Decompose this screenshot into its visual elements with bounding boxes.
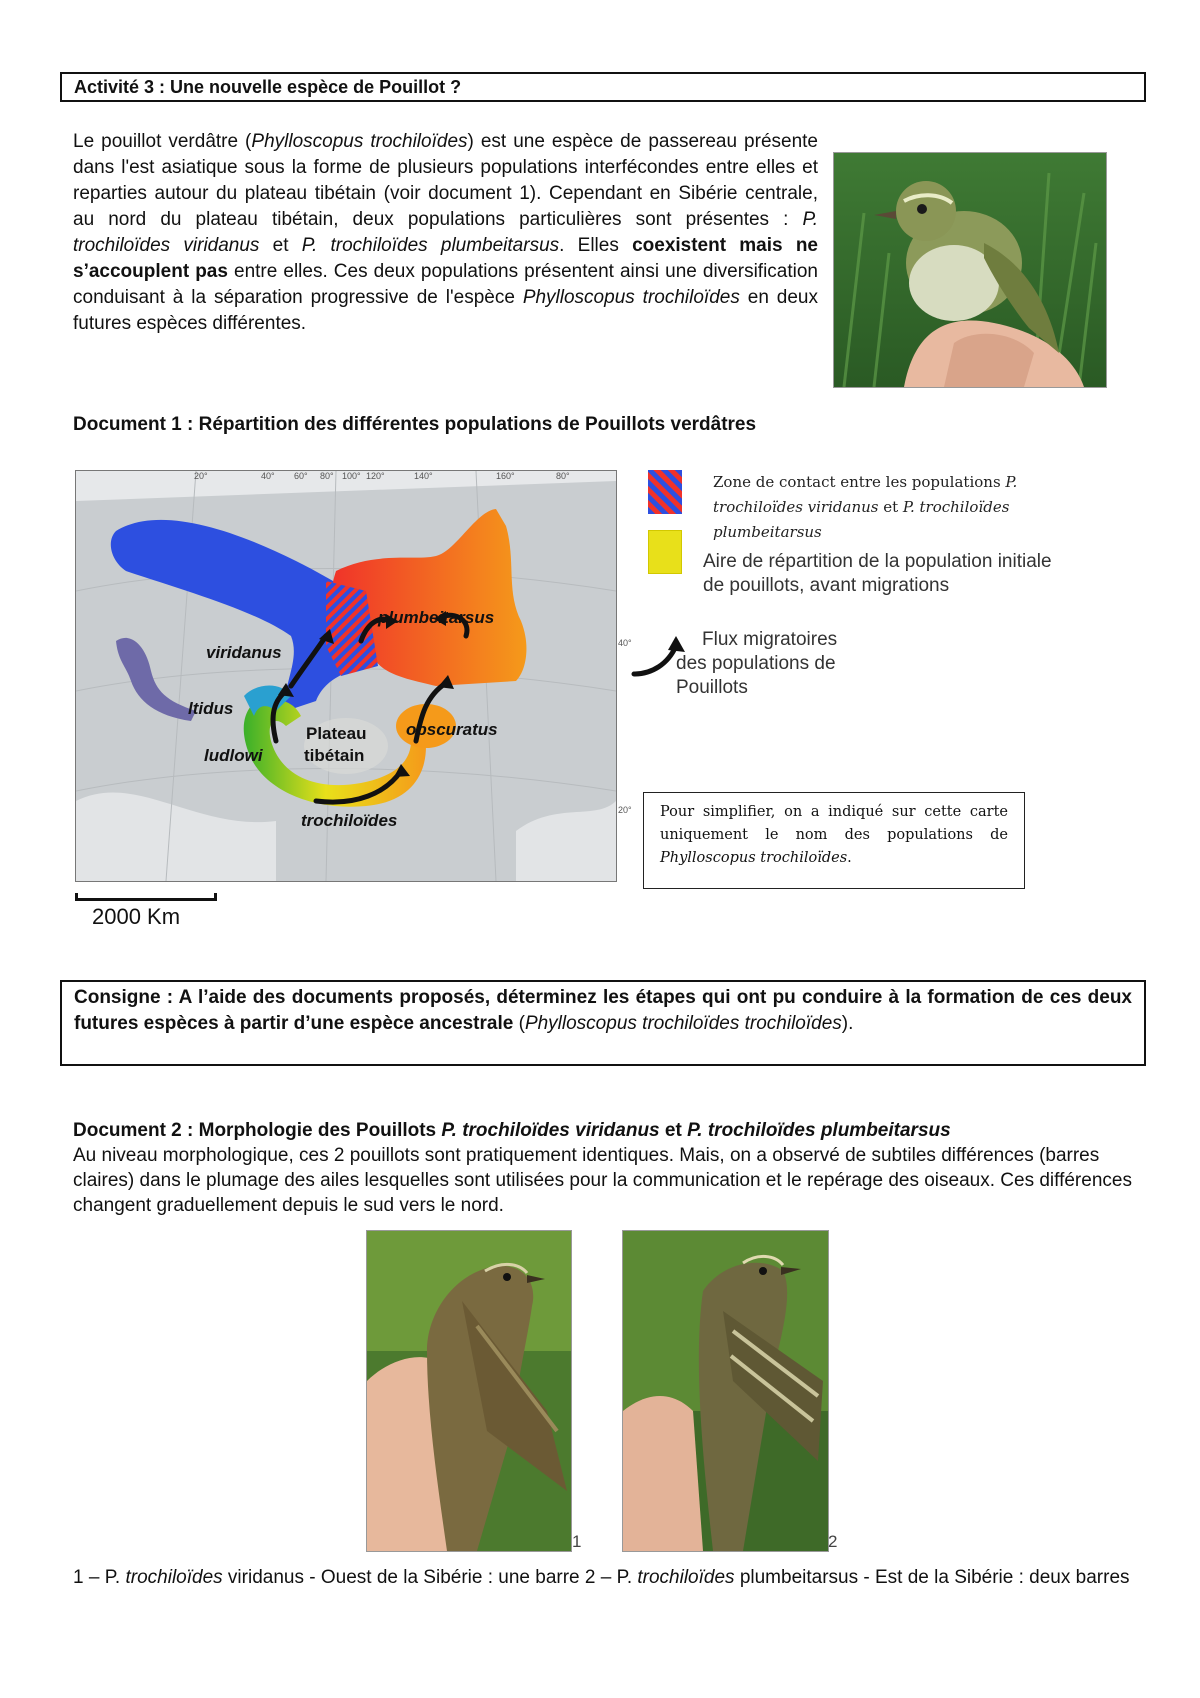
activity-title: Activité 3 : Une nouvelle espèce de Pouillot ? bbox=[60, 72, 1146, 102]
label-tibetain: tibétain bbox=[304, 746, 365, 765]
intro-text: . Elles bbox=[559, 235, 633, 256]
caption-text: 1 – P. bbox=[73, 1567, 126, 1588]
wing-photo-2 bbox=[622, 1230, 829, 1552]
label-trochiloides: trochiloïdes bbox=[301, 811, 398, 830]
legend-swatch-initial bbox=[648, 530, 682, 574]
caption-text: plumbeitarsus - Est de la Sibérie : deux barres bbox=[734, 1567, 1130, 1588]
doc2-section bbox=[73, 1118, 1133, 1218]
scale-bar bbox=[75, 893, 217, 901]
emphasis-text: coexistent mais ne s’accouplent pas bbox=[73, 235, 818, 282]
intro-text: en deux futures espèces différentes. bbox=[73, 287, 818, 334]
photo2-number: 2 bbox=[828, 1532, 838, 1551]
graticule-label: 100° bbox=[342, 471, 361, 481]
intro-text: entre elles. Ces deux populations présentent ainsi une diversification conduisant à la séparation progressive de l'espèce bbox=[73, 261, 818, 308]
wing-photo-1 bbox=[366, 1230, 572, 1552]
graticule-label: 80° bbox=[556, 471, 570, 481]
doc2-title-text: Document 2 : Morphologie des Pouillots bbox=[73, 1120, 442, 1141]
label-ltidus: ltidus bbox=[188, 699, 234, 718]
note-text: Pour simplifier, on a indiqué sur cette carte uniquement le nom des populations de bbox=[660, 804, 1008, 843]
caption-text: viridanus - Ouest de la Sibérie : une barre 2 – P. bbox=[222, 1567, 638, 1588]
graticule-label: 120° bbox=[366, 471, 385, 481]
note-text: . bbox=[847, 850, 852, 866]
species-name: trochiloïdes bbox=[637, 1567, 735, 1588]
label-plumbeitarsus: plumbeitarsus bbox=[378, 608, 495, 627]
wing-illustration-1 bbox=[367, 1231, 571, 1551]
graticule-label: 60° bbox=[294, 471, 308, 481]
label-plateau: Plateau bbox=[306, 724, 367, 743]
label-ludlowi: ludlowi bbox=[204, 746, 263, 765]
species-name: P. trochiloïdes plumbeitarsus bbox=[687, 1120, 951, 1141]
graticule-label: 160° bbox=[496, 471, 515, 481]
label-obscuratus: obscuratus bbox=[406, 720, 498, 739]
photos-caption bbox=[73, 1565, 1133, 1590]
species-name: Phylloscopus trochiloïdes trochiloïdes bbox=[524, 1013, 842, 1034]
doc1-title: Document 1 : Répartition des différentes populations de Pouillots verdâtres bbox=[73, 414, 757, 435]
intro-text: et bbox=[259, 235, 302, 256]
warbler-photo bbox=[833, 152, 1107, 388]
legend-initial-text: Aire de répartition de la population initiale de pouillots, avant migrations bbox=[703, 551, 1052, 596]
map-svg bbox=[76, 471, 616, 881]
legend-swatch-contact bbox=[648, 470, 682, 514]
species-name: P. trochiloïdes viridanus bbox=[73, 209, 818, 256]
graticule-label: 140° bbox=[414, 471, 433, 481]
warbler-illustration bbox=[834, 153, 1106, 387]
label-viridanus: viridanus bbox=[206, 643, 282, 662]
photo1-number: 1 bbox=[572, 1532, 582, 1551]
distribution-map bbox=[75, 470, 617, 882]
instruction-text: ( bbox=[513, 1013, 525, 1034]
species-name: Phylloscopus trochiloïdes bbox=[251, 131, 468, 152]
wing-illustration-2 bbox=[623, 1231, 828, 1551]
instruction-box bbox=[60, 980, 1146, 1066]
species-name: P. trochiloïdes plumbeitarsus bbox=[713, 498, 1010, 541]
doc2-title-text: et bbox=[659, 1120, 688, 1141]
intro-text: Le pouillot verdâtre ( bbox=[73, 131, 252, 152]
species-name: Phylloscopus trochiloïdes bbox=[522, 287, 740, 308]
species-name: Phylloscopus trochiloïdes bbox=[660, 850, 848, 866]
graticule-label: 20° bbox=[194, 471, 208, 481]
scale-label: 2000 Km bbox=[92, 904, 181, 929]
doc2-text: Au niveau morphologique, ces 2 pouillots sont pratiquement identiques. Mais, on a observé de subtiles différences (barres claires) dans le plumage des ailes lesquelles sont utilisées pour la communication et le repérage des oiseaux. Ces différences changent graduellement depuis le sud vers le nord. bbox=[73, 1145, 1132, 1216]
species-name: P. trochiloïdes viridanus bbox=[713, 473, 1018, 516]
instruction-text: Consigne : A l’aide des documents proposés, déterminez les étapes qui ont pu conduire à la formation de ces deux futures espèces à partir d’une espèce ancestrale bbox=[74, 987, 1132, 1034]
graticule-label: 80° bbox=[320, 471, 334, 481]
species-name: trochiloïdes bbox=[125, 1567, 223, 1588]
map-note bbox=[643, 792, 1025, 889]
latitude-label: 40° bbox=[618, 638, 632, 648]
doc2-title bbox=[73, 1118, 1133, 1143]
legend-contact-text bbox=[713, 470, 1058, 545]
legend-flux-text: Flux migratoires des populations de Pouillots bbox=[676, 629, 838, 698]
legend-text: et bbox=[878, 498, 903, 516]
instruction-text: ). bbox=[841, 1013, 854, 1034]
intro-text: ) est une espèce de passereau présente dans l'est asiatique sous la forme de plusieurs populations interfécondes entre elles et reparties autour du plateau tibétain (voir document 1). Cependant en Sibérie centrale, au nord du plateau tibétain, deux populations particulières sont présentes : bbox=[73, 131, 818, 230]
intro-paragraph bbox=[73, 129, 818, 337]
graticule-label: 40° bbox=[261, 471, 275, 481]
species-name: P. trochiloïdes plumbeitarsus bbox=[301, 235, 560, 256]
legend-text: Zone de contact entre les populations bbox=[713, 473, 1006, 491]
latitude-label: 20° bbox=[618, 805, 632, 815]
species-name: P. trochiloïdes viridanus bbox=[441, 1120, 660, 1141]
